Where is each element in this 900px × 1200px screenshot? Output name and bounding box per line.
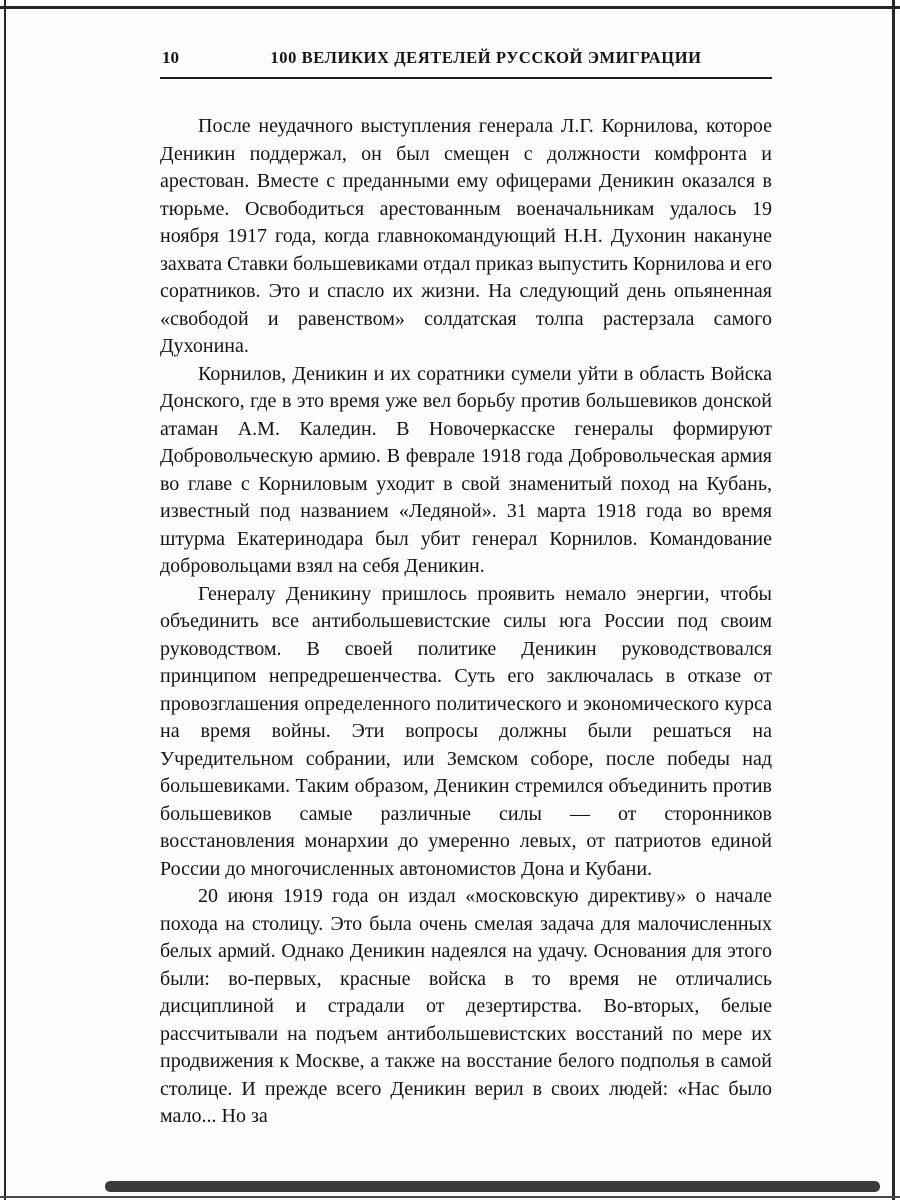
paragraph-3: Генералу Деникину пришлось проявить немало энергии, чтобы объединить все антибольшевистские силы юга России под своим руководством. В своей политике Деникин руководствовался принципом непредрешенчества. Суть его заключалась в отказе от провозглашения определенного политического и экономического курса на время войны. Эти вопросы должны были решаться на Учредительном собрании, или Земском соборе, после победы над большевиками. Таким образом, Деникин стремился объединить против большевиков самые различные силы — от сторонников восстановления монархии до умеренно левых, от патриотов единой России до многочисленных автономистов Дона и Кубани. xyxy=(160,582,772,880)
scan-edge-right xyxy=(892,0,895,1200)
page-body xyxy=(160,113,772,1131)
page-content xyxy=(160,48,772,1131)
paragraph-2: Корнилов, Деникин и их соратники сумели уйти в область Войска Донского, где в это время уже вел борьбу против большевиков донской атаман А.М. Каледин. В Новочеркасске генералы формируют Добровольческую армию. В феврале 1918 года Добровольческая армия во главе с Корниловым уходит в свой знаменитый поход на Кубань, известный под названием «Ледяной». 31 марта 1918 года во время штурма Екатеринодара был убит генерал Корнилов. Командование добровольцами взял на себя Деникин. xyxy=(160,362,772,577)
scan-edge-bottom-band xyxy=(105,1181,880,1192)
scan-edge-top xyxy=(0,6,900,9)
page-number: 10 xyxy=(162,48,179,67)
header-rule xyxy=(160,77,772,79)
paragraph-4: 20 июня 1919 года он издал «московскую директиву» о начале похода на столицу. Это была очень смелая задача для малочисленных белых армий. Однако Деникин надеялся на удачу. Основания для этого были: во-первых, красные войска в то время не отличались дисциплиной и страдали от дезертирства. Во-вторых, белые рассчитывали на подъем антибольшевистских восстаний по мере их продвижения к Москве, а также на восстание белого подполья в самой столице. И прежде всего Деникин верил в своих людей: «Нас было мало... Но за xyxy=(160,885,772,1127)
scan-edge-left xyxy=(4,0,6,1200)
running-title: 100 ВЕЛИКИХ ДЕЯТЕЛЕЙ РУССКОЙ ЭМИГРАЦИИ xyxy=(270,48,702,67)
page-header xyxy=(160,48,772,74)
scan-edge-bottom-line xyxy=(0,1196,900,1198)
paragraph-1: После неудачного выступления генерала Л.Г. Корнилова, которое Деникин поддержал, он был смещен с должности комфронта и арестован. Вместе с преданными ему офицерами Деникин оказался в тюрьме. Освободиться арестованным военачальникам удалось 19 ноября 1917 года, когда главнокомандующий Н.Н. Духонин накануне захвата Ставки большевиками отдал приказ выпустить Корнилова и его соратников. Это и спасло их жизни. На следующий день опьяненная «свободой и равенством» солдатская толпа растерзала самого Духонина. xyxy=(160,115,772,357)
